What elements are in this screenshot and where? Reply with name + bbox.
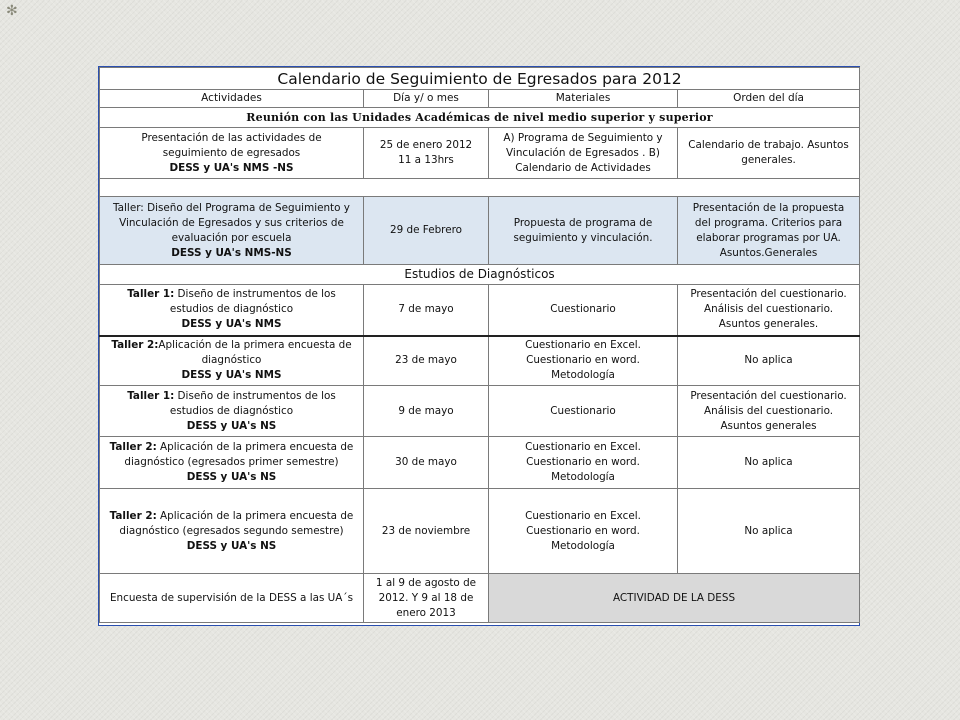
table-row — [100, 489, 860, 574]
dess-activity-cell: ACTIVIDAD DE LA DESS — [489, 574, 860, 623]
agenda-cell: No aplica — [678, 489, 860, 574]
table-row — [100, 386, 860, 437]
agenda-cell: Presentación del cuestionario. Análisis del cuestionario. Asuntos generales — [678, 386, 860, 437]
activity-cell: Presentación de las actividades de seguimiento de egresados DESS y UA's NMS -NS — [100, 128, 364, 179]
column-header-activities: Actividades — [100, 90, 364, 108]
calendar-table — [99, 67, 860, 623]
group-label: DESS y UA's NMS — [181, 369, 282, 382]
date-cell: 7 de mayo — [364, 285, 489, 336]
agenda-cell: Presentación de la propuesta del programa. Criterios para elaborar programas por UA. Asuntos.Generales — [678, 197, 860, 265]
date-cell: 30 de mayo — [364, 437, 489, 489]
group-label: DESS y UA's NMS-NS — [171, 246, 292, 259]
agenda-cell: No aplica — [678, 336, 860, 386]
date-cell: 29 de Febrero — [364, 197, 489, 265]
date-cell: 9 de mayo — [364, 386, 489, 437]
group-label: DESS y UA's NMS -NS — [169, 161, 294, 174]
group-label: DESS y UA's NS — [186, 539, 277, 552]
group-label: DESS y UA's NMS — [181, 318, 282, 331]
agenda-cell: Calendario de trabajo. Asuntos generales. — [678, 128, 860, 179]
table-title: Calendario de Seguimiento de Egresados para 2012 — [100, 68, 860, 90]
column-header-agenda: Orden del día — [678, 90, 860, 108]
materials-cell: Cuestionario — [489, 285, 678, 336]
column-header-date: Día y/ o mes — [364, 90, 489, 108]
materials-cell: Propuesta de programa de seguimiento y vinculación. — [489, 197, 678, 265]
table-row — [100, 336, 860, 386]
date-cell: 25 de enero 2012 11 a 13hrs — [364, 128, 489, 179]
slide-bullet-icon: ✻ — [6, 3, 18, 19]
table-row — [100, 197, 860, 265]
materials-cell: Cuestionario en Excel. Cuestionario en word. Metodología — [489, 437, 678, 489]
activity-cell: Taller 2:Aplicación de la primera encuesta de diagnóstico DESS y UA's NMS — [100, 336, 364, 386]
group-label: DESS y UA's NS — [186, 471, 277, 483]
section-heading-diagnostics: Estudios de Diagnósticos — [100, 265, 860, 285]
activity-cell: Taller 1: Diseño de instrumentos de los estudios de diagnóstico DESS y UA's NS — [100, 386, 364, 437]
table-row — [100, 574, 860, 623]
column-header-materials: Materiales — [489, 90, 678, 108]
activity-cell: Taller: Diseño del Programa de Seguimiento y Vinculación de Egresados y sus criterios de evaluación por escuela DESS y UA's NMS-NS — [100, 197, 364, 265]
activity-cell: Taller 2: Aplicación de la primera encuesta de diagnóstico (egresados segundo semestre) DESS y UA's NS — [100, 489, 364, 574]
table-row — [100, 437, 860, 489]
activity-cell: Taller 2: Aplicación de la primera encuesta de diagnóstico (egresados primer semestre) DESS y UA's NS — [100, 437, 364, 489]
agenda-cell: Presentación del cuestionario. Análisis del cuestionario. Asuntos generales. — [678, 285, 860, 336]
date-cell: 1 al 9 de agosto de 2012. Y 9 al 18 de enero 2013 — [364, 574, 489, 623]
activity-cell: Taller 1: Diseño de instrumentos de los estudios de diagnóstico DESS y UA's NMS — [100, 285, 364, 336]
table-row — [100, 128, 860, 179]
materials-cell: Cuestionario — [489, 386, 678, 437]
section-heading-meeting: Reunión con las Unidades Académicas de nivel medio superior y superior — [100, 108, 860, 128]
spacer-row — [100, 179, 860, 197]
agenda-cell: No aplica — [678, 437, 860, 489]
group-label: DESS y UA's NS — [186, 419, 277, 432]
materials-cell: Cuestionario en Excel. Cuestionario en word. Metodología — [489, 489, 678, 574]
materials-cell: A) Programa de Seguimiento y Vinculación de Egresados . B) Calendario de Actividades — [489, 128, 678, 179]
calendar-slide — [98, 66, 860, 626]
date-cell: 23 de mayo — [364, 336, 489, 386]
date-cell: 23 de noviembre — [364, 489, 489, 574]
materials-cell: Cuestionario en Excel. Cuestionario en word. Metodología — [489, 336, 678, 386]
activity-cell: Encuesta de supervisión de la DESS a las UA´s — [100, 574, 364, 623]
table-row — [100, 285, 860, 336]
